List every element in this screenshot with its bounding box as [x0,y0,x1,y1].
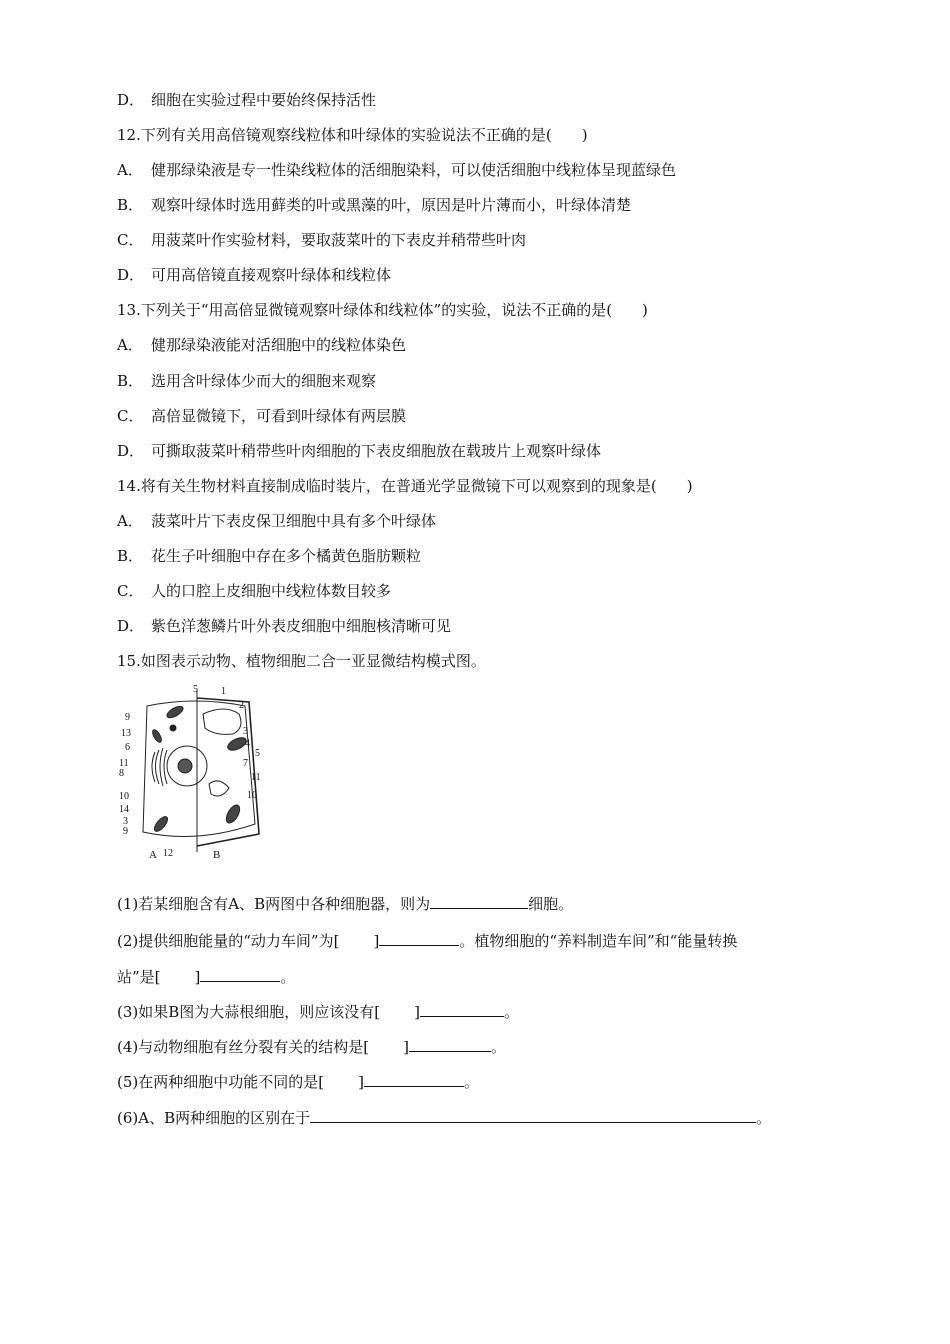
label-left-9b: 9 [123,826,128,837]
option-text: 紫色洋葱鳞片叶外表皮细胞中细胞核清晰可见 [151,617,452,635]
label-left-8: 8 [119,768,124,779]
option-letter: D． [117,617,145,635]
sub-text: (1)若某细胞含有A、B两图中各种细胞器，则为 [117,895,431,913]
label-right-11: 11 [251,772,261,783]
label-right-10: 10 [247,790,257,801]
option-letter: D． [117,442,145,460]
q15-sub-2-cont [117,967,295,987]
q15-sub-2 [117,931,737,951]
sub-text: 细胞。 [528,895,574,913]
q13-option-c [117,406,406,426]
option-letter: A． [117,161,143,179]
option-text: 选用含叶绿体少而大的细胞来观察 [151,372,377,390]
label-bottom-12: 12 [163,848,173,859]
chloroplast-2 [224,803,243,825]
option-letter: D． [117,266,145,284]
q14-option-a [117,511,436,531]
sub-text: ] [373,932,380,950]
q14-option-c [117,581,391,601]
sub-text: ] [194,968,201,986]
option-text: 可撕取菠菜叶稍带些叶肉细胞的下表皮细胞放在载玻片上观察叶绿体 [151,442,602,460]
q11-option-d [117,90,376,110]
answer-blank[interactable] [310,1108,756,1123]
q15-sub-4 [117,1037,506,1057]
label-right-3: 3 [243,726,248,737]
label-top-1: 1 [221,686,226,697]
option-letter: B． [117,196,144,214]
label-left-6: 6 [125,742,130,753]
golgi [209,781,229,796]
q12-stem: 12.下列有关用高倍镜观察线粒体和叶绿体的实验说法不正确的是( ) [117,126,588,144]
sub-text: 。植物细胞的“养料制造车间”和“能量转换 [459,932,738,950]
sub-text: 。 [280,968,296,986]
q14-stem: 14.将有关生物材料直接制成临时装片，在普通光学显微镜下可以观察到的现象是( ) [117,477,693,495]
q12-option-d [117,265,391,285]
label-bottom-a: A [149,849,157,861]
cell-diagram [117,684,273,862]
q12-option-c [117,230,526,250]
sub-text: ] [358,1073,364,1091]
er-line-1 [152,752,155,782]
label-left-14: 14 [119,804,129,815]
q12-option-b [117,195,631,215]
sub-text: ] [414,1003,420,1021]
label-top-5: 5 [193,684,198,695]
mitochondrion-3 [151,728,163,743]
label-left-3: 3 [123,816,128,827]
centrosome [170,725,176,731]
label-right-4: 4 [245,738,250,749]
option-text: 健那绿染液能对活细胞中的线粒体染色 [151,336,407,354]
option-text: 可用高倍镜直接观察叶绿体和线粒体 [151,266,392,284]
label-right-7: 7 [243,758,248,769]
q15-sub-3 [117,1002,519,1022]
option-text: 人的口腔上皮细胞中线粒体数目较多 [151,582,392,600]
q15-stem: 15.如图表示动物、植物细胞二合一亚显微结构模式图。 [117,652,486,670]
answer-blank[interactable] [379,931,459,946]
sub-text: ] [403,1038,409,1056]
q14-option-d [117,616,451,636]
option-text: 用菠菜叶作实验材料，要取菠菜叶的下表皮并稍带些叶肉 [151,231,527,249]
option-letter: A． [117,336,143,354]
q14-option-b [117,546,421,566]
q12-option-a [117,160,676,180]
er-line-3 [160,748,163,786]
option-letter: A． [117,512,143,530]
option-text: 高倍显微镜下，可看到叶绿体有两层膜 [151,407,407,425]
sub-text: 。 [756,1109,772,1127]
option-letter: B． [117,547,144,565]
label-left-10: 10 [119,791,129,802]
label-left-13: 13 [121,728,131,739]
mitochondrion-1 [165,704,185,720]
option-letter: C． [117,582,144,600]
option-letter: C． [117,231,144,249]
sub-text: (4)与动物细胞有丝分裂有关的结构是[ [117,1038,370,1056]
q13-option-b [117,371,376,391]
q15-sub-1 [117,894,573,914]
vacuole [203,709,241,734]
sub-text: (5)在两种细胞中功能不同的是[ [117,1073,325,1091]
q13-stem: 13.下列关于“用高倍显微镜观察叶绿体和线粒体”的实验，说法不正确的是( ) [117,301,648,319]
answer-blank[interactable] [430,894,528,909]
mitochondrion-2 [152,815,170,834]
option-text: 细胞在实验过程中要始终保持活性 [151,91,377,109]
option-letter: D． [117,91,145,109]
sub-text: (3)如果B图为大蒜根细胞，则应该没有[ [117,1003,381,1021]
option-text: 健那绿染液是专一性染线粒体的活细胞染料，可以使活细胞中线粒体呈现蓝绿色 [151,161,677,179]
answer-blank[interactable] [409,1037,491,1052]
sub-text: 。 [490,1038,506,1056]
sub-text: 站”是[ [117,968,161,986]
sub-text: (2)提供细胞能量的“动力车间”为[ [117,932,340,950]
q15-sub-5 [117,1072,479,1092]
option-text: 观察叶绿体时选用藓类的叶或黑藻的叶，原因是叶片薄而小，叶绿体清楚 [151,196,632,214]
option-text: 花生子叶细胞中存在多个橘黄色脂肪颗粒 [151,547,422,565]
label-bottom-b: B [213,849,221,861]
q13-option-d [117,441,601,461]
answer-blank[interactable] [420,1002,504,1017]
option-letter: B． [117,372,144,390]
label-right-5: 5 [255,748,260,759]
answer-blank[interactable] [364,1072,464,1087]
label-left-9a: 9 [125,712,130,723]
sub-text: 。 [463,1073,479,1091]
answer-blank[interactable] [200,967,280,982]
sub-text: 。 [503,1003,519,1021]
sub-text: (6)A、B两种细胞的区别在于 [117,1109,311,1127]
nucleolus [178,759,192,773]
q15-sub-6 [117,1108,771,1128]
label-right-2: 2 [239,700,244,711]
option-text: 菠菜叶片下表皮保卫细胞中具有多个叶绿体 [151,512,437,530]
option-letter: C． [117,407,144,425]
label-left-11: 11 [119,758,129,769]
er-line-2 [156,750,160,784]
q13-option-a [117,335,406,355]
